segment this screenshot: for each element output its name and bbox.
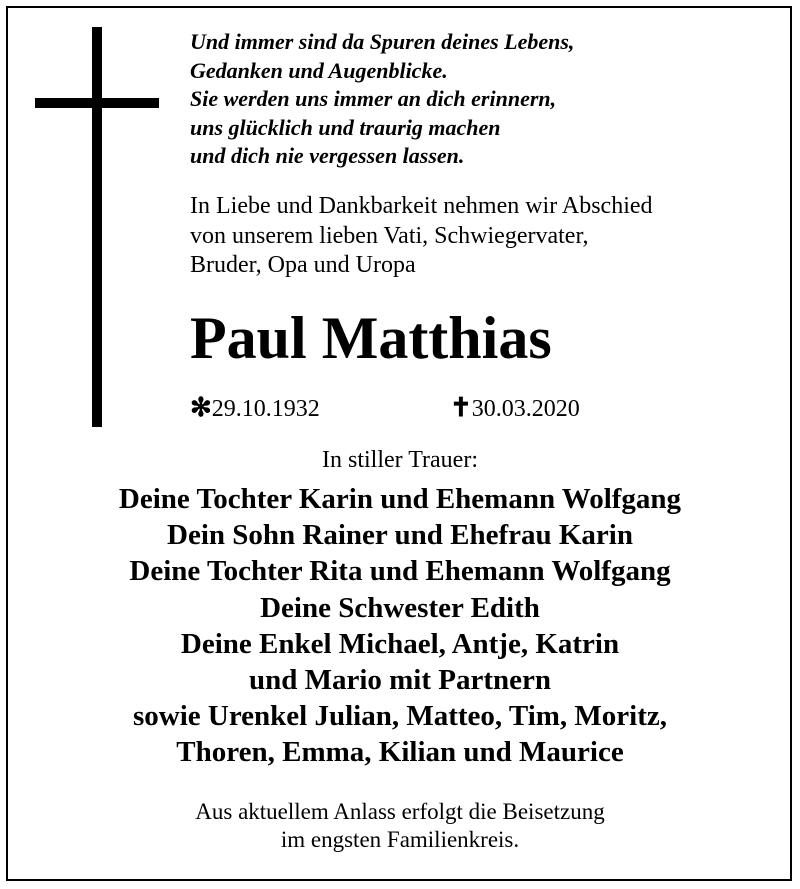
birth-star-icon: ✻: [190, 393, 212, 422]
mourner-line: sowie Urenkel Julian, Matteo, Tim, Moritz,: [132, 700, 668, 733]
burial-notice: [6, 798, 794, 854]
deceased-name: Paul Matthias: [190, 305, 552, 371]
mourner-line: Deine Tochter Karin und Ehemann Wolfgang: [118, 483, 682, 515]
death-date-block: [450, 392, 580, 425]
mourning-intro: In stiller Trauer:: [322, 447, 478, 473]
memorial-quote: [190, 28, 750, 171]
footer-line: im engsten Familienkreis.: [280, 827, 520, 852]
death-date: 30.03.2020: [471, 396, 580, 422]
mourner-line: Deine Tochter Rita und Ehemann Wolfgang: [129, 555, 671, 588]
quote-line: uns glücklich und traurig machen: [190, 114, 501, 140]
birth-date: 29.10.1932: [211, 396, 320, 422]
quote-line: Und immer sind da Spuren deines Lebens,: [190, 29, 575, 54]
footer-line: Aus aktuellem Anlass erfolgt die Beisetzung: [195, 799, 605, 824]
mourners-list: [6, 481, 794, 771]
mourner-line: Deine Enkel Michael, Antje, Katrin: [180, 627, 620, 660]
mourner-line: Dein Sohn Rainer und Ehefrau Karin: [167, 519, 633, 552]
quote-line: Sie werden uns immer an dich erinnern,: [190, 86, 557, 111]
mourner-line: Thoren, Emma, Kilian und Maurice: [176, 736, 624, 769]
intro-line: von unserem lieben Vati, Schwiegervater,: [190, 222, 589, 249]
cross-icon-vertical-bar: [92, 27, 102, 427]
quote-line: und dich nie vergessen lassen.: [190, 143, 465, 168]
death-cross-icon: ✝: [450, 393, 472, 422]
cross-icon-horizontal-bar: [35, 98, 159, 108]
mourner-line: und Mario mit Partnern: [248, 664, 552, 697]
mourner-line: Deine Schwester Edith: [260, 591, 540, 624]
quote-line: Gedanken und Augenblicke.: [190, 57, 448, 83]
intro-line: In Liebe und Dankbarkeit nehmen wir Abschied: [190, 193, 653, 219]
birth-date-block: [190, 392, 320, 425]
intro-line: Bruder, Opa und Uropa: [190, 252, 416, 278]
farewell-intro: [190, 192, 770, 281]
